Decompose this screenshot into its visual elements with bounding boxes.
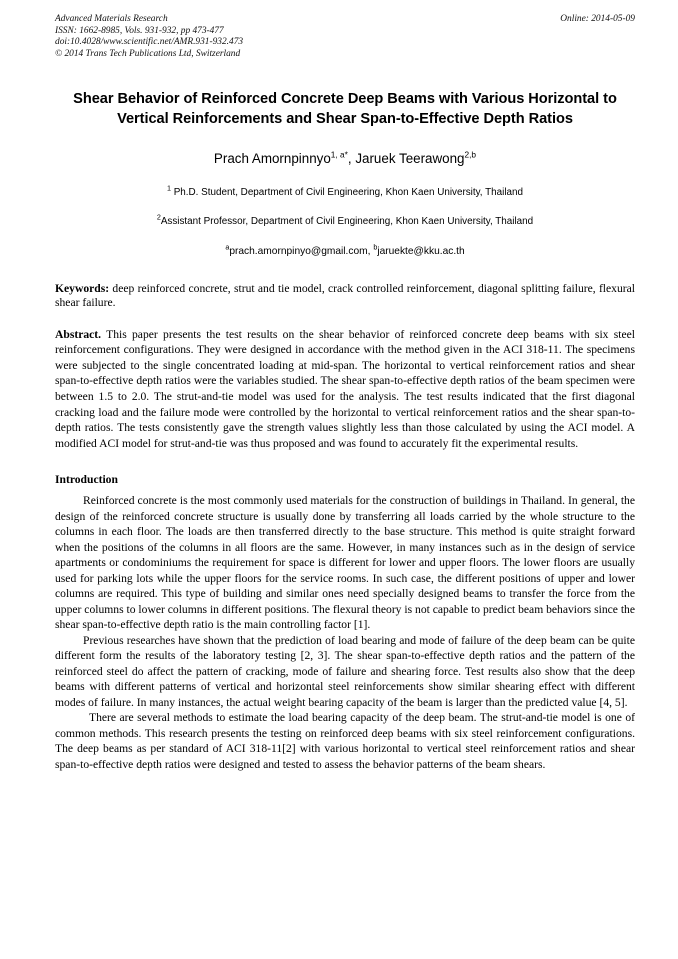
author-separator: ,	[347, 151, 356, 166]
copyright-line: © 2014 Trans Tech Publications Ltd, Switzerland	[55, 48, 241, 59]
affiliation-2-text: Assistant Professor, Department of Civil Engineering, Khon Kaen University, Thailand	[160, 216, 534, 227]
email-1-marker: a	[225, 242, 230, 252]
author-emails	[55, 242, 635, 258]
author-2-name: Jaruek Teerawong	[355, 151, 465, 166]
affiliation-2	[55, 212, 635, 228]
email-separator: ,	[367, 246, 374, 257]
affiliation-1-text: Ph.D. Student, Department of Civil Engineering, Khon Kaen University, Thailand	[170, 187, 524, 198]
keywords-text: deep reinforced concrete, strut and tie model, crack controlled reinforcement, diagonal splitting failure, flexural shear failure.	[55, 282, 635, 310]
author-1-superscript: 1, a	[330, 149, 345, 160]
abstract-block	[55, 327, 635, 452]
journal-header-left	[55, 14, 475, 60]
page-title: Shear Behavior of Reinforced Concrete Deep Beams with Various Horizontal to Vertical Reinforcements and Shear Span-to-Effective Depth Ratios	[73, 91, 617, 127]
issn-line: ISSN: 1662-8985, Vols. 931-932, pp 473-477	[55, 25, 224, 36]
abstract-text: This paper presents the test results on the shear behavior of reinforced concrete deep beams with six steel reinforcement configurations. They were designed in accordance with the method given in the ACI 318-11. The specimens were subjected to the single concentrated loading at mid-span. The horizontal to vertical reinforcement ratios and shear span-to-effective depth ratios were the variables studied. The shear span-to-effective depth ratios of the beam specimen were between 1.5 to 2.0. The strut-and-tie model was used for the analysis. The test results indicated that the first diagonal cracking load and the failure mode were controlled by the horizontal to vertical reinforcement ratios and the shear span-to-depth ratios. The tests consistently gave the strength values slightly less than those calculated by using the ACI model. A modified ACI model for strut-and-tie was thus proposed and was found to accurately fit the experimental results.	[55, 327, 635, 450]
introduction-paragraph-1: Reinforced concrete is the most commonly used materials for the construction of buildings in Thailand. In general, the design of the reinforced concrete structure is usually done by transferring all loads carried by the whole structure to the columns in each floor. The loads are then transferred directly to the base structure. This method is quite straight forward when the positions of the columns in all floors are the same. However, in many instances such as in the design of service apartments or condominiums the requirement for space is different for lower and upper floors. The lower floors are usually used for parking lots while the upper floors for the service rooms. In such case, the different positions of upper and lower columns are required. This type of building and similar ones need specially designed beams to transfer the force from the upper columns to lower columns in different positions. The flexural theory is not capable to predict beam behaviors since the shear span-to-effective depth ratio is the main controlling factor [1].	[55, 494, 635, 632]
doi-line: doi:10.4028/www.scientific.net/AMR.931-932.473	[55, 37, 244, 48]
keywords-block	[55, 282, 635, 311]
online-date: Online: 2014-05-09	[560, 14, 635, 24]
email-2[interactable]: jaruekte@kku.ac.th	[377, 246, 465, 257]
email-1[interactable]: prach.amornpinyo@gmail.com	[229, 246, 368, 257]
corresponding-author-marker: *	[344, 149, 348, 160]
author-1-name: Prach Amornpinnyo	[213, 151, 331, 166]
introduction-paragraph-2: Previous researches have shown that the prediction of load bearing and mode of failure of the deep beam can be quite different form the results of the laboratory testing [2, 3]. The shear span-to-effective depth ratios and the pattern of the reinforced steel do affect the pattern of cracking, mode of failure and shearing force. Test results also show that the deep beams with different patterns of vertical and horizontal steel reinforcements show similar shearing effect with different modes of failure. In many instances, the actual weight bearing capacity of the beam is larger than the predicted value [4, 5].	[55, 633, 635, 709]
affiliation-1-marker: 1	[166, 183, 171, 193]
email-2-marker: b	[373, 242, 378, 252]
abstract-label: Abstract.	[55, 327, 102, 341]
affiliation-2-marker: 2	[156, 212, 161, 222]
author-list	[55, 150, 635, 167]
page-content	[55, 14, 635, 772]
keywords-label: Keywords:	[55, 282, 110, 295]
section-heading-introduction: Introduction	[55, 473, 118, 487]
introduction-paragraph-3: There are several methods to estimate the load bearing capacity of the deep beam. The strut-and-tie model is one of common methods. This research presents the testing on reinforced deep beams with six steel reinforcement configurations. The deep beams as per standard of ACI 318-11[2] with various horizontal to vertical steel reinforcement ratios and shear span-to-effective depth ratios were designed and tested to assess the behavior patterns of the beam shears.	[55, 711, 635, 771]
journal-header	[55, 14, 635, 66]
affiliation-1	[55, 183, 635, 199]
author-2-superscript: 2,b	[464, 149, 477, 160]
journal-name: Advanced Materials Research	[55, 14, 168, 24]
